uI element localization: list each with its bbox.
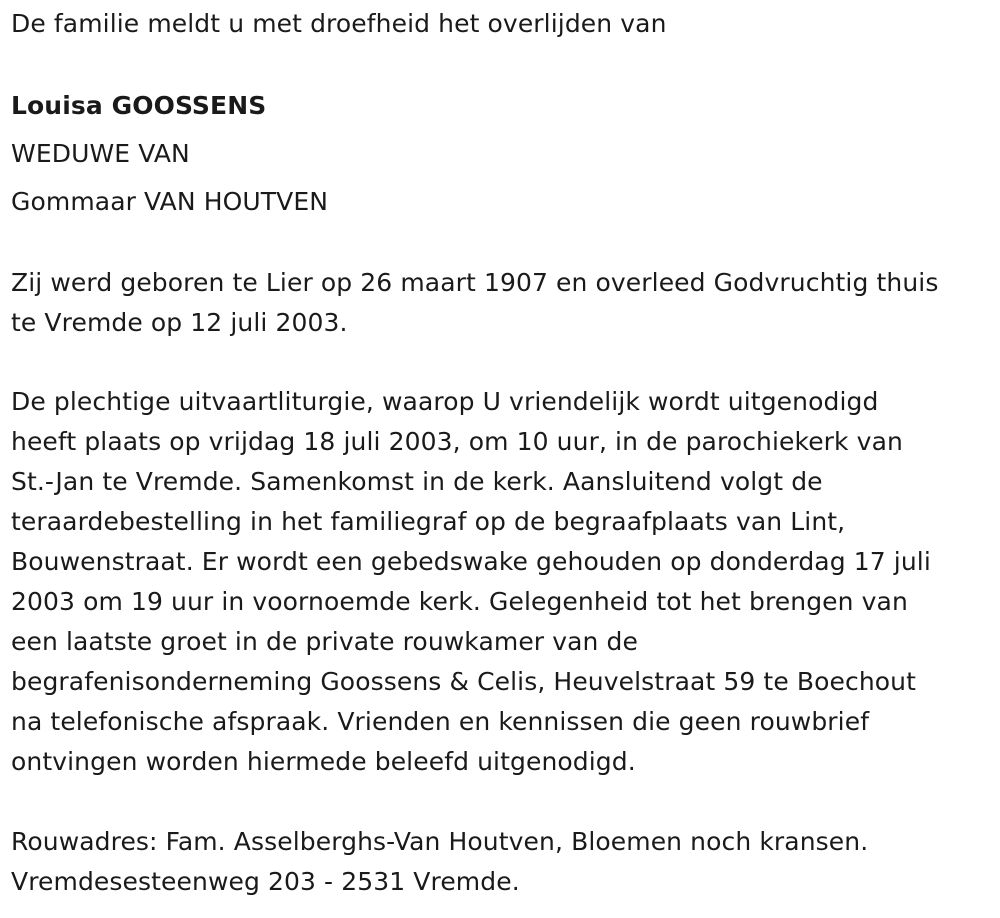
paragraph-line: St.-Jan te Vremde. Samenkomst in de kerk. Aansluitend volgt de [11, 467, 823, 496]
paragraph-line: 2003 om 19 uur in voornoemde kerk. Gelegenheid tot het brengen van [11, 587, 908, 616]
paragraph-line: De plechtige uitvaartliturgie, waarop U vriendelijk wordt uitgenodigd [11, 387, 879, 416]
birth-death-paragraph [11, 263, 996, 343]
relation-text: WEDUWE VAN [11, 139, 190, 168]
address-paragraph [11, 822, 996, 902]
paragraph-line: Zij werd geboren te Lier op 26 maart 1907 en overleed Godvruchtig thuis [11, 268, 939, 297]
deceased-name: Louisa GOOSSENS [11, 91, 267, 120]
paragraph-line: begrafenisonderneming Goossens & Celis, Heuvelstraat 59 te Boechout [11, 667, 917, 696]
paragraph-line: Rouwadres: Fam. Asselberghs-Van Houtven, Bloemen noch kransen. [11, 827, 869, 856]
paragraph-line: teraardebestelling in het familiegraf op de begraafplaats van Lint, [11, 507, 846, 536]
paragraph-line: een laatste groet in de private rouwkamer van de [11, 627, 638, 656]
spouse-name: Gommaar VAN HOUTVEN [11, 187, 329, 216]
paragraph-line: ontvingen worden hiermede beleefd uitgenodigd. [11, 747, 636, 776]
funeral-paragraph [11, 382, 996, 782]
paragraph-line: Vremdesesteenweg 203 - 2531 Vremde. [11, 867, 520, 896]
paragraph-line: heeft plaats op vrijdag 18 juli 2003, om 10 uur, in de parochiekerk van [11, 427, 903, 456]
intro-text: De familie meldt u met droefheid het overlijden van [11, 9, 667, 38]
paragraph-line: Bouwenstraat. Er wordt een gebedswake gehouden op donderdag 17 juli [11, 547, 931, 576]
paragraph-line: na telefonische afspraak. Vrienden en kennissen die geen rouwbrief [11, 707, 870, 736]
paragraph-line: te Vremde op 12 juli 2003. [11, 308, 348, 337]
